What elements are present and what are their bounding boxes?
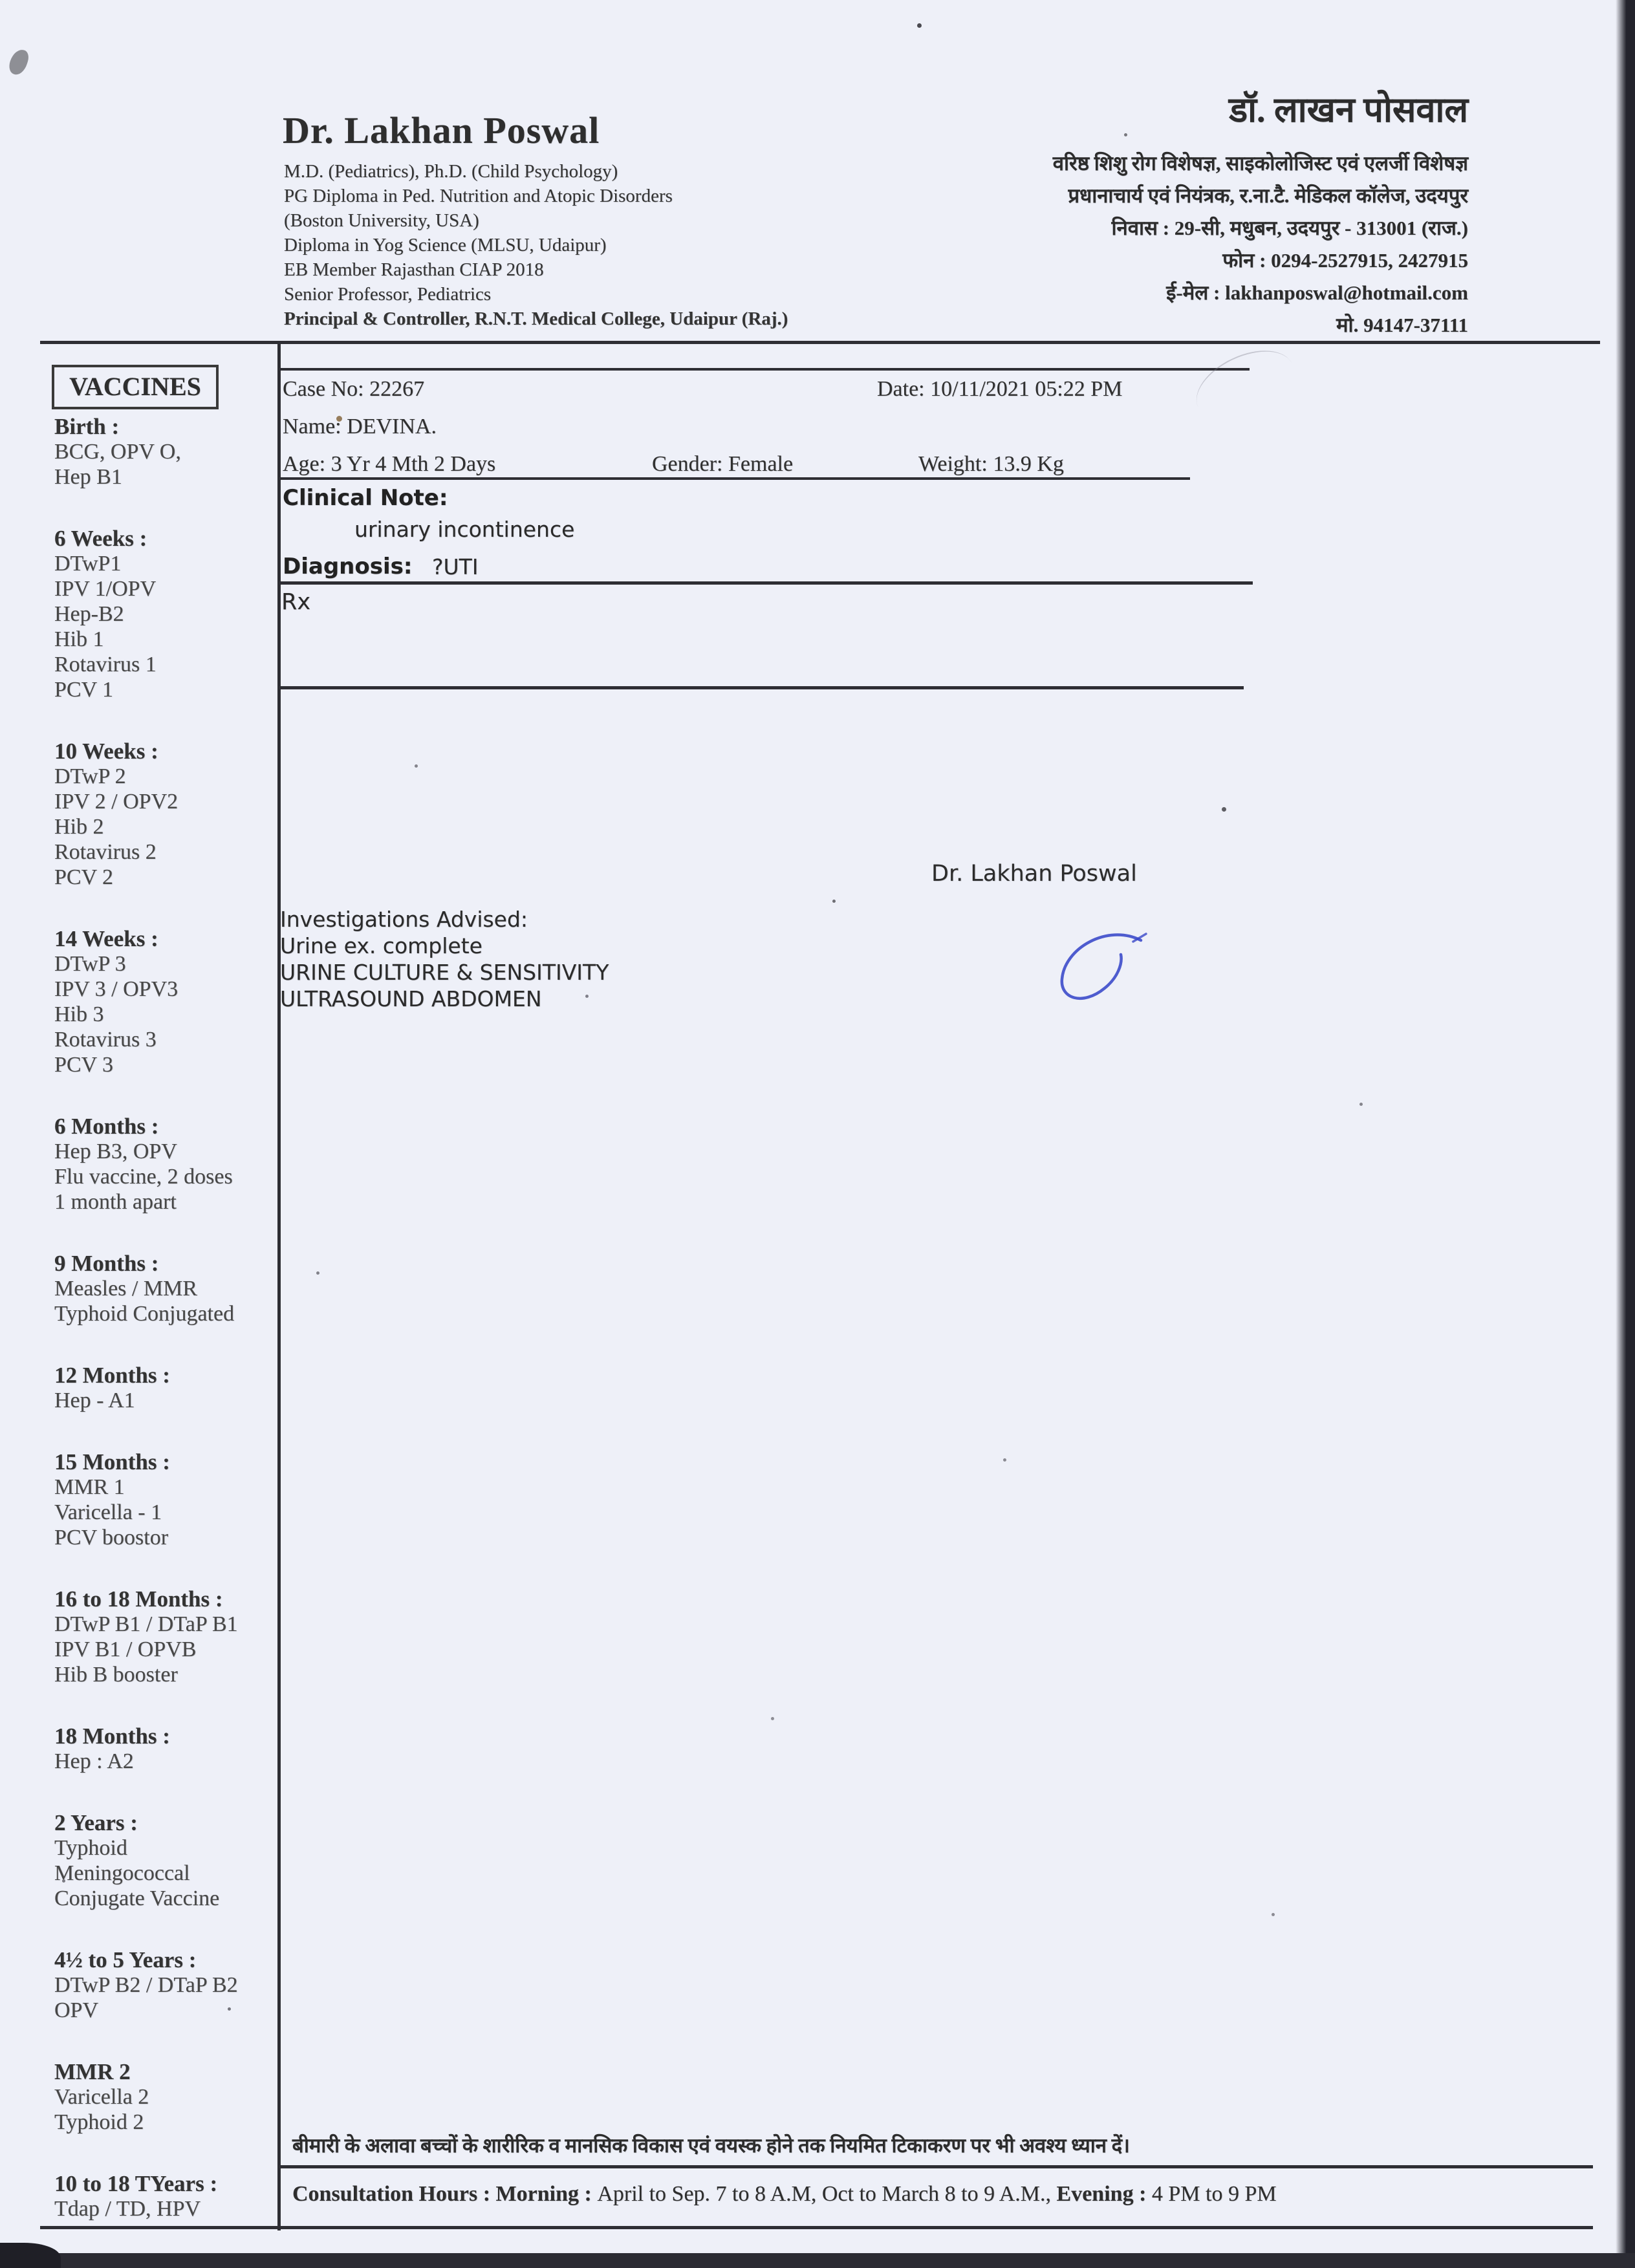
vaccine-item: PCV 1 <box>54 678 114 702</box>
vaccine-section-6-weeks <box>54 526 287 702</box>
case-number-label: Case No: <box>283 377 364 401</box>
vaccine-section-mmr2 <box>54 2059 287 2135</box>
investigation-item: URINE CULTURE & SENSITIVITY <box>280 960 609 985</box>
vaccine-item: Hib B booster <box>54 1663 178 1687</box>
vaccine-item: Rotavirus 1 <box>54 653 157 676</box>
hindi-email-line: ई-मेल : lakhanposwal@hotmail.com <box>1166 281 1468 304</box>
age-value: 3 Yr 4 Mth 2 Days <box>330 452 496 476</box>
date-field <box>877 377 1122 402</box>
investigation-item: ULTRASOUND ABDOMEN <box>280 986 542 1011</box>
date-value: 10/11/2021 05:22 PM <box>930 377 1123 401</box>
vaccine-section-6-months <box>54 1114 287 1215</box>
weight-value: 13.9 Kg <box>993 452 1064 476</box>
hindi-header-line: प्रधानाचार्य एवं नियंत्रक, र.ना.टै. मेडिकल कॉलेज, उदयपुर <box>1068 184 1468 207</box>
vaccine-item: Hib 1 <box>54 627 104 651</box>
vaccine-item: Varicella 2 <box>54 2085 149 2109</box>
vaccine-section-title: 12 Months : <box>54 1363 170 1388</box>
date-label: Date: <box>877 377 925 401</box>
doctor-name-hindi: डॉ. लाखन पोसवाल <box>1229 91 1468 129</box>
scan-edge-right <box>1616 0 1635 2268</box>
vaccine-section-9-months <box>54 1251 287 1326</box>
vaccine-section-title: 10 to 18 TYears : <box>54 2171 218 2196</box>
weight-label: Weight: <box>918 452 988 476</box>
vaccine-item: Hep B1 <box>54 465 122 489</box>
doctor-header-hindi <box>627 91 1468 341</box>
patient-name-field <box>283 415 437 439</box>
vaccine-section-12-months <box>54 1363 287 1413</box>
vaccine-section-title: MMR 2 <box>54 2059 131 2084</box>
vaccine-item: Typhoid Conjugated <box>54 1302 235 1326</box>
patient-name-label: Name: <box>283 415 341 438</box>
scan-edge-bottom <box>0 2253 1635 2268</box>
diagnosis-value: ?UTI <box>432 554 479 579</box>
vaccine-item: Hib 3 <box>54 1002 104 1026</box>
header-rule <box>40 341 1600 344</box>
patient-name-value: DEVINA. <box>347 415 437 438</box>
consultation-top-rule <box>277 2165 1593 2168</box>
credential-line: Diploma in Yog Science (MLSU, Udaipur) <box>284 235 607 255</box>
vaccine-item: PCV 3 <box>54 1053 114 1077</box>
vaccine-item: IPV B1 / OPVB <box>54 1637 197 1661</box>
vaccine-item: 1 month apart <box>54 1190 177 1214</box>
hindi-header-line: निवास : 29-सी, मधुबन, उदयपुर - 313001 (राज.) <box>1111 217 1468 239</box>
vaccine-item: DTwP 2 <box>54 764 126 788</box>
investigation-item: Urine ex. complete <box>280 933 482 958</box>
vaccine-item: IPV 2 / OPV2 <box>54 790 179 814</box>
vaccine-item: Hep B3, OPV <box>54 1139 177 1163</box>
vaccine-item: DTwP B1 / DTaP B1 <box>54 1612 238 1636</box>
vaccine-schedule-list <box>54 414 287 2258</box>
vaccines-title: VACCINES <box>52 365 219 409</box>
vaccine-item: Hib 2 <box>54 815 104 839</box>
vaccine-item: Hep-B2 <box>54 602 124 626</box>
vaccine-item: Flu vaccine, 2 doses <box>54 1165 233 1189</box>
vaccine-section-birth <box>54 414 287 490</box>
credential-line: M.D. (Pediatrics), Ph.D. (Child Psychology) <box>284 161 618 182</box>
vaccine-section-title: 10 Weeks : <box>54 739 158 764</box>
footer-hindi-note: बीमारी के अलावा बच्चों के शारीरिक व मानसिक विकास एवं वयस्क होने तक नियमित टिकाकरण पर भी अवश्य ध्यान दें। <box>292 2134 1130 2157</box>
vaccine-item: Tdap / TD, HPV <box>54 2197 201 2221</box>
vaccine-item: BCG, OPV O, <box>54 440 181 464</box>
investigations-label: Investigations Advised: <box>280 907 528 932</box>
vaccine-item: Varicella - 1 <box>54 1500 162 1524</box>
clinical-note-rule <box>278 477 1190 480</box>
vaccine-item: IPV 1/OPV <box>54 577 157 601</box>
credential-line: (Boston University, USA) <box>284 210 479 231</box>
hindi-mobile-line: मो. 94147-37111 <box>1336 314 1468 336</box>
vaccine-item: OPV <box>54 1998 99 2022</box>
doctor-name-english: Dr. Lakhan Poswal <box>283 109 600 151</box>
age-label: Age: <box>283 452 326 476</box>
vaccine-item: MMR 1 <box>54 1475 125 1499</box>
handwritten-signature <box>1043 926 1153 1013</box>
gender-label: Gender: <box>652 452 723 476</box>
gender-value: Female <box>728 452 794 476</box>
consultation-hours-label: Consultation Hours : Morning : <box>292 2182 598 2206</box>
credential-line: EB Member Rajasthan CIAP 2018 <box>284 259 544 280</box>
clinical-note-value: urinary incontinence <box>354 517 575 542</box>
vaccine-section-title: 6 Weeks : <box>54 526 147 551</box>
scan-blemish <box>6 47 30 77</box>
vaccine-section-title: 16 to 18 Months : <box>54 1586 223 1612</box>
scan-corner-shadow <box>0 2243 61 2268</box>
vaccine-section-title: 6 Months : <box>54 1114 159 1139</box>
vaccine-section-4half-5-years <box>54 1947 287 2023</box>
investigations-block <box>280 906 609 1012</box>
vaccine-section-title: 9 Months : <box>54 1251 159 1276</box>
hindi-phone-line: फोन : 0294-2527915, 2427915 <box>1222 249 1468 272</box>
case-top-rule <box>277 368 1250 371</box>
paper-crease <box>1186 337 1305 435</box>
consultation-hours <box>292 2182 1586 2207</box>
vaccine-item: DTwP 3 <box>54 952 126 976</box>
rx-top-rule <box>278 581 1253 585</box>
case-number-value: 22267 <box>369 377 425 401</box>
vaccine-section-16-18-months <box>54 1586 287 1687</box>
vaccine-item: PCV boostor <box>54 1526 169 1550</box>
rx-symbol: Rx <box>281 589 311 615</box>
vaccine-section-title: 4½ to 5 Years : <box>54 1947 197 1972</box>
consultation-evening-value: 4 PM to 9 PM <box>1151 2182 1277 2206</box>
vaccine-section-14-weeks <box>54 926 287 1077</box>
credential-line-principal: Principal & Controller, R.N.T. Medical College, Udaipur (Raj.) <box>284 308 788 329</box>
case-number-field <box>283 377 424 402</box>
vaccine-section-2-years <box>54 1810 287 1911</box>
vaccine-item: IPV 3 / OPV3 <box>54 977 179 1001</box>
vaccine-item: DTwP1 <box>54 552 122 576</box>
credential-line: Senior Professor, Pediatrics <box>284 284 492 305</box>
vaccine-section-title: 15 Months : <box>54 1449 170 1474</box>
signature-printed-name: Dr. Lakhan Poswal <box>931 861 1137 887</box>
hindi-header-line: वरिष्ठ शिशु रोग विशेषज्ञ, साइकोलोजिस्ट एवं एलर्जी विशेषज्ञ <box>1052 152 1468 175</box>
vaccine-item: Measles / MMR <box>54 1277 197 1301</box>
vaccine-item: Conjugate Vaccine <box>54 1886 220 1910</box>
vaccine-item: Typhoid 2 <box>54 2110 144 2134</box>
diagnosis-label: Diagnosis: <box>283 554 413 579</box>
vaccine-item: Typhoid <box>54 1836 127 1860</box>
vaccine-item: PCV 2 <box>54 865 114 889</box>
scan-speckles <box>0 0 3 3</box>
weight-field <box>918 452 1064 477</box>
consultation-morning-value: April to Sep. 7 to 8 A.M, Oct to March 8 to 9 A.M., <box>597 2182 1057 2206</box>
vaccine-item: Rotavirus 2 <box>54 840 157 864</box>
consultation-evening-label: Evening : <box>1056 2182 1152 2206</box>
vaccine-section-10-weeks <box>54 739 287 890</box>
clinical-note-label: Clinical Note: <box>283 485 448 511</box>
vaccine-section-title: 2 Years : <box>54 1810 138 1835</box>
vaccine-item: Meningococcal <box>54 1861 190 1885</box>
vaccine-item: Hep : A2 <box>54 1749 134 1773</box>
rx-bottom-rule <box>278 686 1244 689</box>
vaccine-section-15-months <box>54 1449 287 1550</box>
credential-line: PG Diploma in Ped. Nutrition and Atopic Disorders <box>284 186 673 206</box>
vaccine-section-title: Birth : <box>54 414 120 439</box>
age-field <box>283 452 495 477</box>
vaccine-section-title: 18 Months : <box>54 1723 170 1749</box>
vaccine-section-title: 14 Weeks : <box>54 926 158 951</box>
vaccine-item: DTwP B2 / DTaP B2 <box>54 1973 238 1997</box>
vaccine-section-10-18-years <box>54 2171 287 2221</box>
footer-bottom-rule <box>40 2226 1593 2229</box>
vaccine-item: Rotavirus 3 <box>54 1028 157 1052</box>
vaccine-item: Hep - A1 <box>54 1388 135 1412</box>
vaccine-section-18-months <box>54 1723 287 1774</box>
gender-field <box>652 452 793 477</box>
